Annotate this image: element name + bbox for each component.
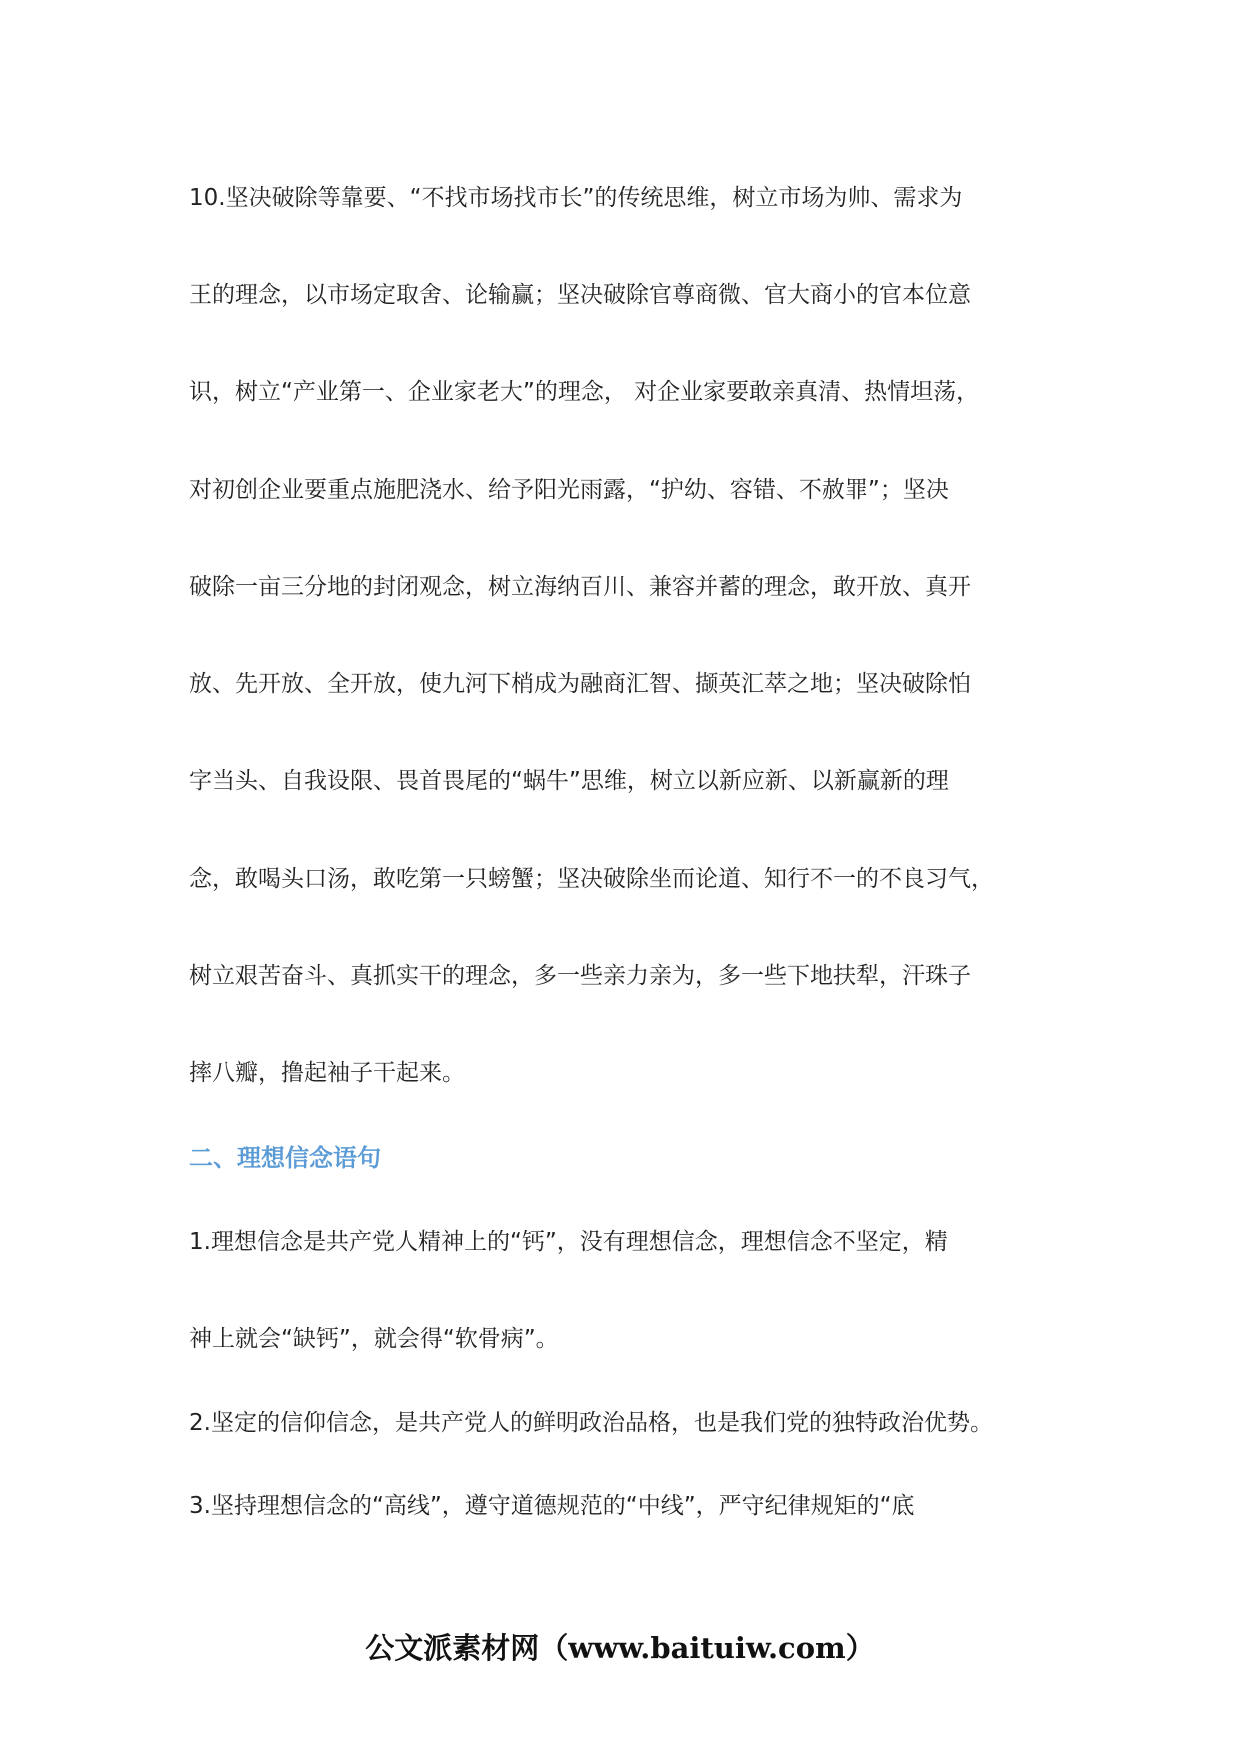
item-line: 3.坚持理想信念的“高线”，遵守道德规范的“中线”，严守纪律规矩的“底 <box>189 1493 915 1519</box>
footer-watermark: 公文派素材网（www.baituiw.com） <box>365 1631 875 1665</box>
paragraph-line: 字当头、自我设限、畏首畏尾的“蜗牛”思维，树立以新应新、以新赢新的理 <box>189 768 949 794</box>
paragraph-line: 摔八瓣，撸起袖子干起来。 <box>189 1060 465 1086</box>
paragraph-line: 10.坚决破除等靠要、“不找市场找市长”的传统思维，树立市场为帅、需求为 <box>189 185 963 211</box>
item-line: 1.理想信念是共产党人精神上的“钙”，没有理想信念，理想信念不坚定，精 <box>189 1229 948 1255</box>
paragraph-line: 识，树立“产业第一、企业家老大”的理念， 对企业家要敢亲真清、热情坦荡， <box>189 379 980 405</box>
item-line: 神上就会“缺钙”，就会得“软骨病”。 <box>189 1326 559 1352</box>
item-line: 2.坚定的信仰信念，是共产党人的鲜明政治品格，也是我们党的独特政治优势。 <box>189 1410 993 1436</box>
paragraph-line: 对初创企业要重点施肥浇水、给予阳光雨露，“护幼、容错、不赦罪”；坚决 <box>189 477 949 503</box>
paragraph-line: 念，敢喝头口汤，敢吃第一只螃蟹；坚决破除坐而论道、知行不一的不良习气， <box>189 866 994 892</box>
paragraph-line: 王的理念，以市场定取舍、论输赢；坚决破除官尊商微、官大商小的官本位意 <box>189 282 971 308</box>
paragraph-line: 破除一亩三分地的封闭观念，树立海纳百川、兼容并蓄的理念，敢开放、真开 <box>189 574 971 600</box>
section-heading: 二、理想信念语句 <box>189 1144 381 1172</box>
paragraph-line: 放、先开放、全开放，使九河下梢成为融商汇智、撷英汇萃之地；坚决破除怕 <box>189 671 971 697</box>
paragraph-line: 树立艰苦奋斗、真抓实干的理念，多一些亲力亲为，多一些下地扶犁，汗珠子 <box>189 963 971 989</box>
